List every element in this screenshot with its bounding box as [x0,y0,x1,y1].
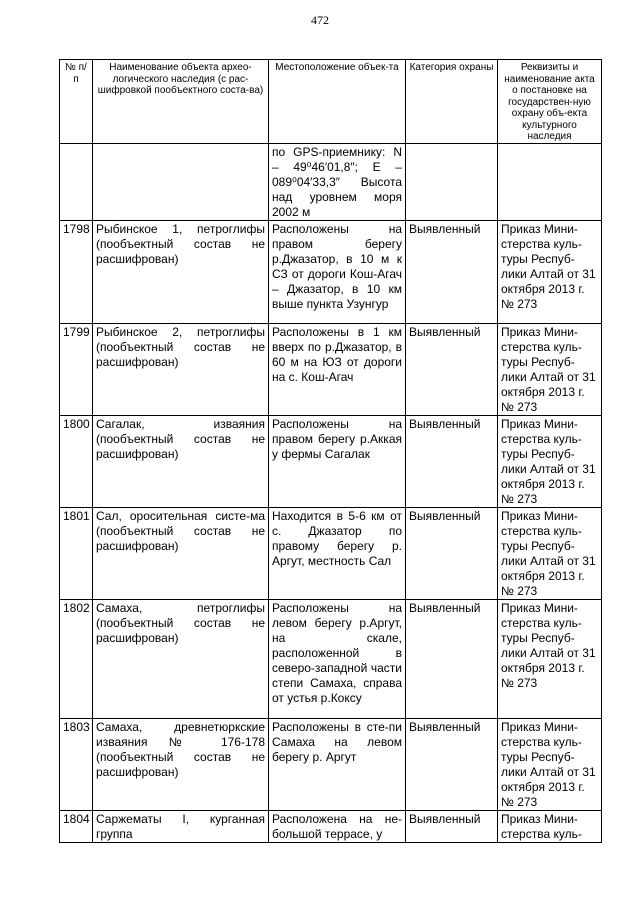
cell-object-name: Рыбинское 1, петроглифы (пообъектный состав не расшифрован) [93,220,269,323]
cell-number: 1801 [60,507,93,599]
cell-act: Приказ Мини-стерства куль-туры Респуб-лики Алтай от 31 октября 2013 г. № 273 [498,323,602,415]
table-row [60,323,602,415]
cell-object-name: Саржематы I, курганная группа [93,810,269,842]
heritage-registry-table [59,59,602,843]
header-location: Местоположение объек-та [269,60,406,144]
cell-location: Расположены на правом берегу р.Аккая у фермы Сагалак [269,415,406,507]
table-row [60,599,602,718]
cell-location: Расположены в сте-пи Самаха на левом берегу р. Аргут [269,718,406,810]
cell-location: Расположены в 1 км вверх по р.Джазатор, в 60 м на ЮЗ от дороги на с. Кош-Агач [269,323,406,415]
cell-location: Находится в 5-6 км от с. Джазатор по правому берегу р. Аргут, местность Сал [269,507,406,599]
cell-object-name: Сал, оросительная систе-ма (пообъектный состав не расшифрован) [93,507,269,599]
cell-act: Приказ Мини-стерства куль- [498,810,602,842]
table-row [60,415,602,507]
cell-object-name: Сагалак, изваяния (пообъектный состав не расшифрован) [93,415,269,507]
page-number: 472 [311,13,329,27]
cell-act: Приказ Мини-стерства куль-туры Респуб-лики Алтай от 31 октября 2013 г. № 273 [498,507,602,599]
cell-number: 1799 [60,323,93,415]
cell-category: Выявленный [406,599,498,718]
table-row [60,220,602,323]
cell-category: Выявленный [406,810,498,842]
header-act-details: Реквизиты и наименование акта о постановке на государствен-ную охрану объ-екта культурного наследия [498,60,602,144]
cell-location: Расположены на левом берегу р.Аргут, на скале, расположенной в северо-западной части степи Самаха, справа от устья р.Коксу [269,599,406,718]
cell-location: по GPS-приемнику: N – 49⁰46′01,8″; E – 089⁰04′33,3″ Высота над уровнем моря 2002 м [269,143,406,220]
header-number: № п/п [60,60,93,144]
cell-object-name: Рыбинское 2, петроглифы (пообъектный состав не расшифрован) [93,323,269,415]
cell-object-name: Самаха, петроглифы (пообъектный состав не расшифрован) [93,599,269,718]
table-row-continuation [60,143,602,220]
table-header-row [60,60,602,144]
cell-act: Приказ Мини-стерства куль-туры Респуб-лики Алтай от 31 октября 2013 г. № 273 [498,718,602,810]
header-protection-category: Категория охраны [406,60,498,144]
table-row [60,718,602,810]
cell-category: Выявленный [406,718,498,810]
cell-category: Выявленный [406,415,498,507]
cell-location: Расположены на правом берегу р.Джазатор, в 10 м к СЗ от дороги Кош-Агач – Джазатор, в 10 км выше пункта Узунгур [269,220,406,323]
cell-object-name: Самаха, древнетюркские изваяния № 176-178 (пообъектный состав не расшифрован) [93,718,269,810]
table-row [60,810,602,842]
cell-number: 1800 [60,415,93,507]
cell-act: Приказ Мини-стерства куль-туры Респуб-лики Алтай от 31 октября 2013 г. № 273 [498,599,602,718]
table-row [60,507,602,599]
cell-category: Выявленный [406,220,498,323]
cell-number: 1803 [60,718,93,810]
cell-act: Приказ Мини-стерства куль-туры Респуб-лики Алтай от 31 октября 2013 г. № 273 [498,415,602,507]
cell-number: 1804 [60,810,93,842]
header-object-name: Наименование объекта архео-логического наследия (с рас-шифровкой пообъектного соста-ва) [93,60,269,144]
cell-category: Выявленный [406,323,498,415]
cell-number: 1798 [60,220,93,323]
cell-number: 1802 [60,599,93,718]
cell-location: Расположена на не-большой террасе, у [269,810,406,842]
cell-category: Выявленный [406,507,498,599]
cell-act: Приказ Мини-стерства куль-туры Респуб-лики Алтай от 31 октября 2013 г. № 273 [498,220,602,323]
